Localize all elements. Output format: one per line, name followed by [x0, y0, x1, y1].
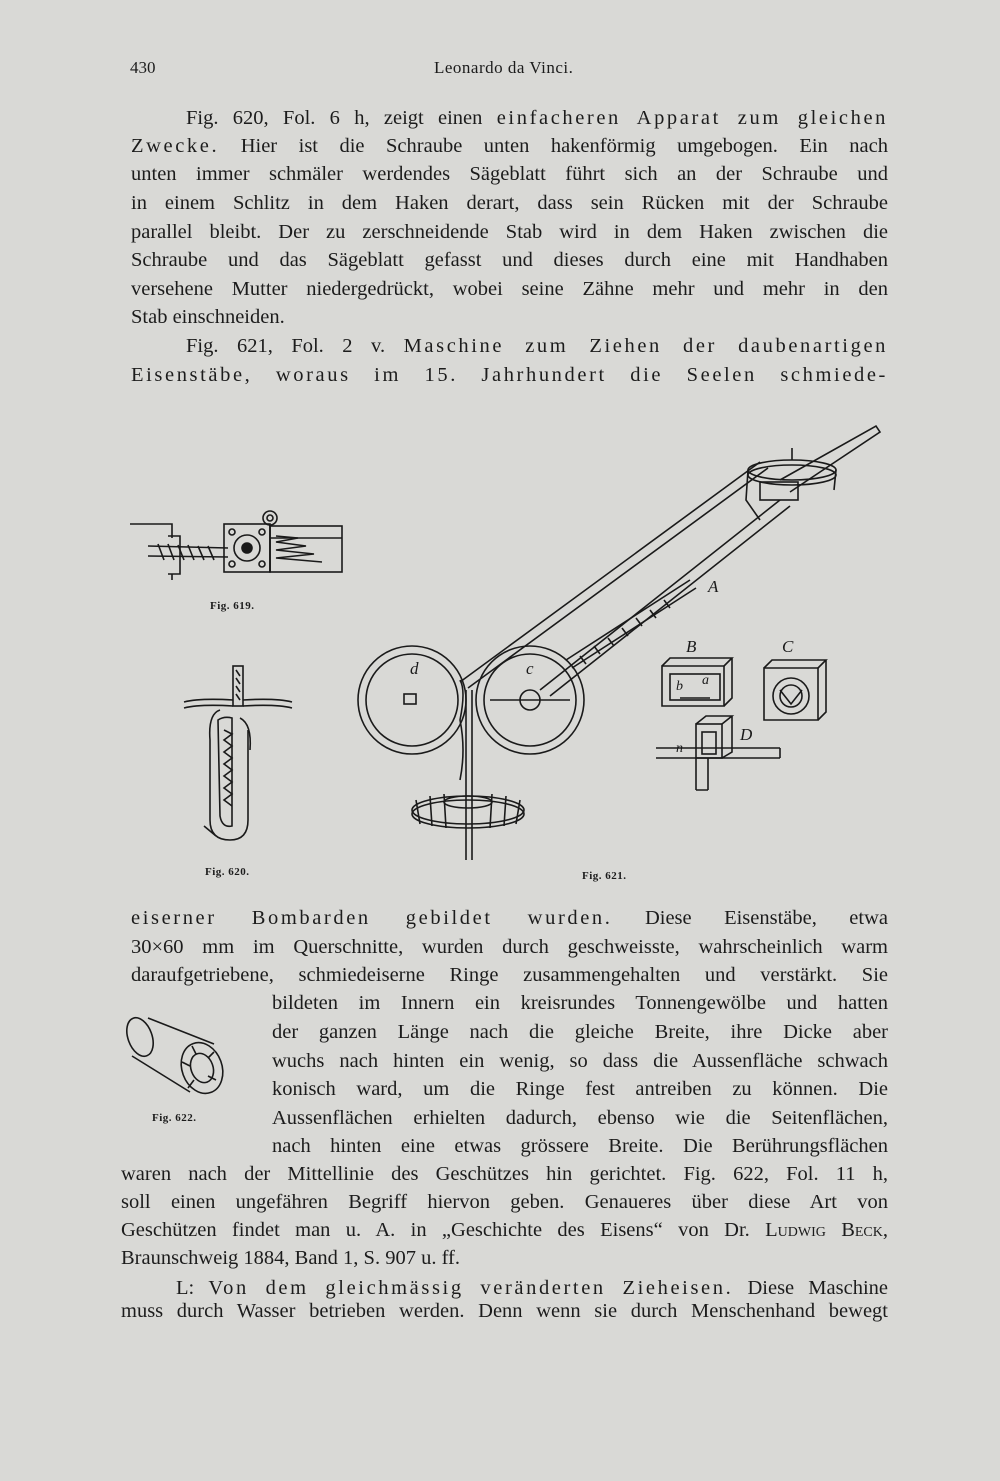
- text-line: Eisenstäbe, woraus im 15. Jahrhundert die Seelen schmiede-: [131, 364, 888, 386]
- page-header: [0, 58, 1000, 88]
- label-c: c: [526, 659, 534, 678]
- text-line: bildeten im Innern ein kreisrundes Tonnengewölbe und hatten: [272, 992, 888, 1014]
- figure-619-drawing: [128, 508, 348, 598]
- page-number: 430: [130, 58, 156, 77]
- text-line: [131, 132, 888, 160]
- text-line: der ganzen Länge nach die gleiche Breite, ihre Dicke aber: [272, 1021, 888, 1043]
- figure-622-drawing: [118, 1010, 228, 1100]
- spaced-text: Maschine zum Ziehen der daubenartigen: [403, 335, 888, 357]
- figure-620-drawing: [180, 660, 300, 850]
- text-line: Aussenflächen erhielten dadurch, ebenso wie die Seitenflächen,: [272, 1107, 888, 1129]
- figure-620-caption: Fig. 620.: [205, 866, 250, 878]
- text-line: wuchs nach hinten ein wenig, so dass die Aussenfläche schwach: [272, 1050, 888, 1072]
- text-span: Diese Maschine: [747, 1277, 889, 1299]
- text-line: daraufgetriebene, schmiedeiserne Ringe zusammengehalten und verstärkt. Sie: [131, 964, 888, 986]
- spaced-text: eiserner Bombarden gebildet wurden.: [131, 907, 613, 929]
- text-line: in einem Schlitz in dem Haken derart, dass sein Rücken mit der Schraube: [131, 192, 888, 214]
- text-line: [186, 332, 888, 360]
- text-line: [131, 904, 888, 932]
- text-line: soll einen ungefähren Begriff hiervon geben. Genaueres über diese Art von: [121, 1191, 888, 1213]
- running-head: Leonardo da Vinci.: [434, 58, 574, 77]
- text-line: Schraube und das Sägeblatt gefasst und dieses durch eine mit Handhaben: [131, 249, 888, 271]
- label-a: a: [702, 673, 709, 688]
- label-C: C: [782, 637, 794, 656]
- label-A: A: [708, 577, 719, 596]
- label-D: D: [740, 725, 753, 744]
- label-n: n: [676, 741, 683, 756]
- text-line: [121, 1216, 888, 1244]
- text-line: muss durch Wasser betrieben werden. Denn wenn sie durch Menschenhand bewegt: [121, 1300, 888, 1322]
- label-b: b: [676, 679, 683, 694]
- spaced-text: einfacheren Apparat zum gleichen: [496, 107, 889, 129]
- text-span: Fig. 621, Fol. 2 v.: [186, 335, 386, 357]
- text-line: [186, 104, 888, 132]
- author-name: Ludwig Beck,: [765, 1219, 888, 1241]
- text-line: Braunschweig 1884, Band 1, S. 907 u. ff.: [121, 1247, 460, 1269]
- figure-622-caption: Fig. 622.: [152, 1112, 197, 1124]
- detail-D-drawing: [650, 712, 790, 802]
- text-line: 30×60 mm im Querschnitte, wurden durch geschweisste, wahrscheinlich warm: [131, 936, 888, 958]
- text-line: Stab einschneiden.: [131, 306, 285, 328]
- text-line: nach hinten eine etwas grössere Breite. Die Berührungsflächen: [272, 1135, 888, 1157]
- text-span: Geschützen findet man u. A. in „Geschichte des Eisens“ von Dr.: [121, 1219, 750, 1241]
- spaced-text: Zwecke.: [131, 135, 220, 157]
- text-line: waren nach der Mittellinie des Geschützes hin gerichtet. Fig. 622, Fol. 11 h,: [121, 1163, 888, 1185]
- figure-619-caption: Fig. 619.: [210, 600, 255, 612]
- label-d: d: [410, 659, 419, 678]
- text-line: unten immer schmäler werdendes Sägeblatt führt sich an der Schraube und: [131, 163, 888, 185]
- text-line: parallel bleibt. Der zu zerschneidende Stab wird in dem Haken zwischen die: [131, 221, 888, 243]
- text-span: L:: [176, 1277, 195, 1299]
- text-span: Diese Eisenstäbe, etwa: [644, 907, 889, 929]
- label-B: B: [686, 637, 697, 656]
- text-line: versehene Mutter niedergedrückt, wobei seine Zähne mehr und mehr in den: [131, 278, 888, 300]
- spaced-text: Von dem gleichmässig veränderten Zieheisen.: [208, 1277, 734, 1299]
- text-span: Hier ist die Schraube unten hakenförmig umgebogen. Ein nach: [240, 135, 888, 157]
- text-span: Fig. 620, Fol. 6 h, zeigt einen: [186, 107, 483, 129]
- text-line: konisch ward, um die Ringe fest antreiben zu können. Die: [272, 1078, 888, 1100]
- figure-621-caption: Fig. 621.: [582, 870, 627, 882]
